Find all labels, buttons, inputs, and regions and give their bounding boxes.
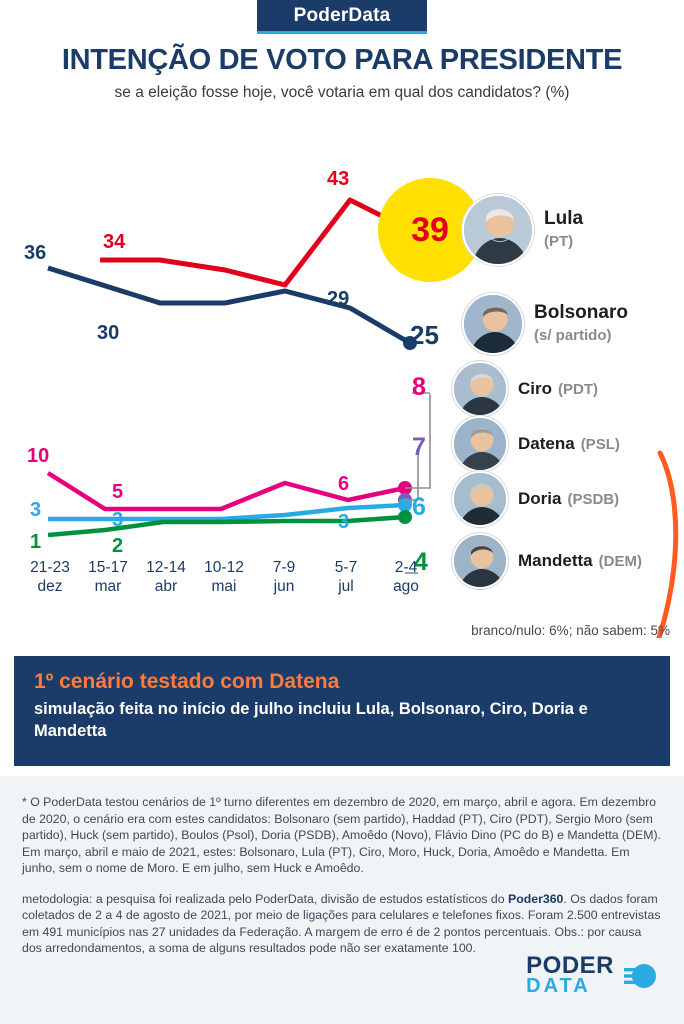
label-ciro-6: 6 (338, 473, 350, 495)
series-line-lula (100, 200, 410, 285)
label-mandetta-1: 1 (30, 531, 42, 553)
series-line-ciro (48, 473, 405, 509)
candidate-name-doria: Doria (518, 489, 562, 508)
avatar-bolsonaro (462, 293, 524, 355)
label-bolsonaro-30: 30 (97, 322, 120, 344)
page-title: INTENÇÃO DE VOTO PARA PRESIDENTE (61, 44, 623, 76)
page-subtitle: se a eleição fosse hoje, você votaria em qual dos candidatos? (%) (114, 84, 570, 101)
label-mandetta-4: 4 (414, 548, 428, 576)
candidate-card-doria (452, 471, 619, 527)
xtick-1: 15-17 mar (88, 559, 128, 595)
label-doria-3a: 3 (30, 499, 42, 521)
label-datena-7: 7 (412, 433, 426, 461)
scenario-title: 1º cenário testado com Datena (34, 670, 340, 693)
logo-line-2: DATA (526, 975, 591, 997)
poderdata-logo (526, 952, 662, 997)
avatar-datena (452, 416, 508, 472)
candidate-party-lula: (PT) (544, 233, 574, 250)
candidate-name-mandetta: Mandetta (518, 551, 593, 570)
candidate-party-mandetta: (DEM) (598, 553, 642, 570)
label-doria-6: 6 (412, 493, 426, 521)
footnote-methodology: metodologia: a pesquisa foi realizada pelo PoderData, divisão de estudos estatísticos do Poder360. Os dados foram coletados de 2 a 4 de agosto de 2021, por meio de ligações para celulares e telefones fixos. Foram 2.500 entrevistas em 491 municípios nas 27 unidades da Federação. A margem de erro é de 2 pontos percentuais. Obs.: por causa dos arredondamentos, a soma de alguns resultados pode não ser exatamente 100. (22, 891, 661, 955)
label-doria-3b: 3 (112, 509, 124, 531)
brand-tab (257, 0, 427, 34)
candidate-party-datena: (PSL) (580, 436, 620, 453)
label-doria-3c: 3 (338, 511, 350, 533)
candidate-name-ciro: Ciro (518, 379, 552, 398)
xtick-2: 12-14 abr (146, 559, 186, 595)
footer (0, 776, 684, 1024)
xtick-0: 21-23 dez (30, 559, 70, 595)
scenario-text: simulação feita no início de julho incluiu Lula, Bolsonaro, Ciro, Doria e Mandetta (34, 700, 588, 740)
candidate-name-lula: Lula (544, 208, 584, 229)
highlight-value: 39 (411, 210, 449, 249)
candidate-party-ciro: (PDT) (558, 381, 598, 398)
avatar-doria (452, 471, 508, 527)
avatar-lula (462, 194, 534, 266)
label-ciro-8: 8 (412, 373, 426, 401)
xtick-5: 5-7 jul (334, 559, 358, 595)
label-ciro-5: 5 (112, 481, 124, 503)
label-lula-43: 43 (327, 168, 350, 190)
chart-area (0, 118, 684, 638)
label-bolsonaro-36: 36 (24, 242, 47, 264)
xtick-6: 2-4 ago (393, 559, 419, 595)
candidate-party-bolsonaro: (s/ partido) (534, 327, 612, 344)
label-ciro-10: 10 (27, 445, 50, 467)
chart-note: branco/nulo: 6%; não sabem: 5% (471, 623, 670, 638)
xtick-4: 7-9 jun (272, 559, 296, 595)
footnote-scenarios: * O PoderData testou cenários de 1º turno diferentes em dezembro de 2020, em março, abril e agora. Em dezembro de 2020, o cenário era com estes candidatos: Bolsonaro (sem partido), Haddad (PT), Ciro (PDT), Sergio Moro (sem partido), Huck (sem partido), Boulos (Psol), Doria (PSDB), Amoêdo (Novo), Flávio Dino (PC do B) e Mandetta (DEM). Em março, abril e maio de 2021, estes: Bolsonaro, Lula (PT), Ciro, Moro, Huck, Doria, Amoêdo e Mandetta. Em junho, sem o nome de Moro. E em julho, sem Huck e Amoêdo. (22, 795, 661, 875)
series-point-mandetta (398, 510, 412, 524)
candidate-card-lula (462, 194, 583, 266)
label-mandetta-2: 2 (112, 535, 124, 557)
logo-circle-icon (622, 956, 662, 996)
label-bolsonaro-25: 25 (410, 320, 439, 350)
avatar-mandetta (452, 533, 508, 589)
candidate-card-bolsonaro (462, 293, 628, 355)
candidate-party-doria: (PSDB) (567, 491, 620, 508)
label-lula-34: 34 (103, 231, 126, 253)
logo-line-1: PODER (526, 952, 614, 979)
label-bolsonaro-29: 29 (327, 288, 350, 310)
candidate-card-mandetta (452, 533, 642, 589)
avatar-ciro (452, 361, 508, 417)
candidate-card-datena (452, 416, 620, 472)
scenario-band (14, 656, 670, 766)
candidate-name-bolsonaro: Bolsonaro (534, 302, 628, 323)
candidate-card-ciro (452, 361, 598, 417)
brand-label: PoderData (293, 4, 391, 26)
candidate-name-datena: Datena (518, 434, 575, 453)
xtick-3: 10-12 mai (204, 559, 244, 595)
